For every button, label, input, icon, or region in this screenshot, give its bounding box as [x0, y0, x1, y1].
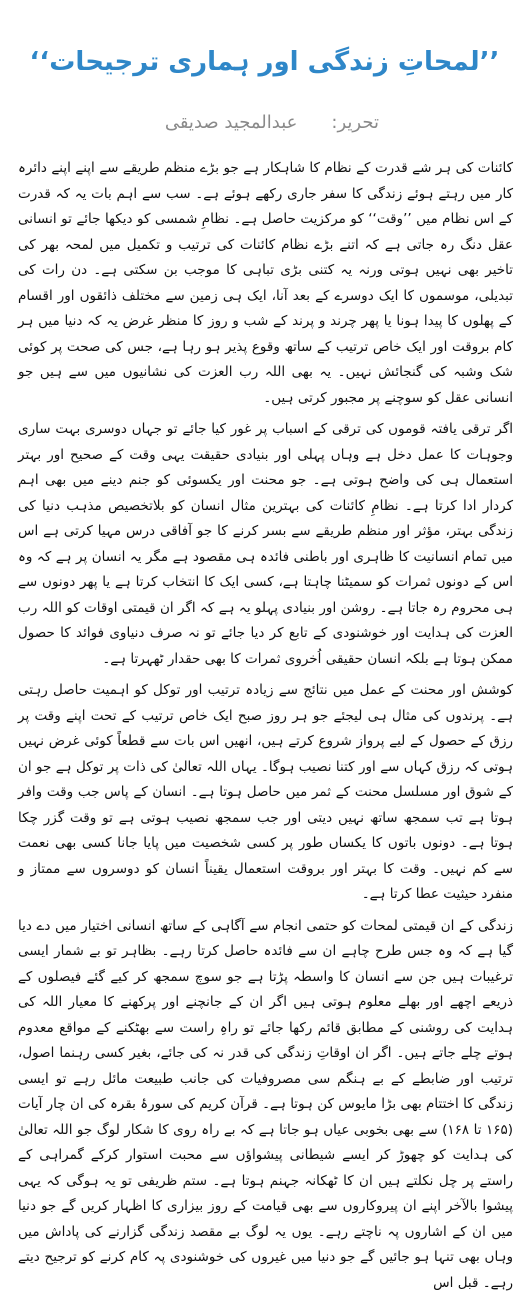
- article-body: [18, 156, 513, 1302]
- paragraph: زندگی کے ان قیمتی لمحات کو حتمی انجام سے آگاہی کے ساتھ انسانی اختیار میں دے دیا گیا ہے کہ وہ جس طرح چاہے ان سے فائدہ حاصل کرتا رہے۔ بظاہر تو بے شمار ایسی ترغیبات ہیں جن سے انسان کا واسطہ پڑتا ہے جو سوچ سمجھ کر کیے گئے فیصلوں کے ذریعے اچھے اور بھلے معلوم ہوتی ہیں اگر ان کے جانچنے اور پرکھنے کا معیار اللہ کی ہدایت کی روشنی کے مطابق قائم رکھا جائے تو راہِ راست سے بھٹکنے کے مواقع معدوم ہوتے چلے جاتے ہیں۔ اگر ان اوقاتِ زندگی کی قدر نہ کی جائے، بغیر کسی رہنما اصول، ترتیب اور ضابطے کے بے ہنگم سی مصروفیات کی جانب طبیعت مائل رہے تو ایسی زندگی کا اختتام بھی بڑا مایوس کن ہوتا ہے۔ قرآن کریم کی سورۂ بقرہ کی ان چار آیات (۱۶۵ تا ۱۶۸) سے بھی بخوبی عیاں ہو جاتا ہے کہ بے راہ روی کا شکار لوگ جو اللہ تعالیٰ کی ہدایت کو چھوڑ کر ایسے شیطانی پیشواؤں سے محبت استوار کرکے گمراہی کے راستے پر چل نکلتے ہیں ان کا ٹھکانہ جہنم ہوتا ہے۔ ستم ظریفی تو یہ ہوگی کہ یہی پیشوا بالآخر اپنے ان پیروکاروں سے بھی قیامت کے روز بیزاری کا اظہار کریں گے جو دنیا میں ان کے اشاروں پہ ناچتے رہے۔ یوں یہ لوگ بے مقصد زندگی گزارنے کی پاداش میں وہاں بھی تنہا ہو جائیں گے جو دنیا میں غیروں کی خوشنودی پہ کام کرنے کو ترجیح دیتے رہے۔ قبل اس: [18, 917, 514, 1291]
- paragraph: کائنات کی ہر شے قدرت کے نظام کا شاہکار ہے جو بڑے منظم طریقے سے اپنے اپنے دائرہ کار میں رہتے ہوئے زندگی کا سفر جاری رکھے ہوئے ہے۔ سب سے اہم بات یہ کہ قدرت کے اس نظام میں ’’وقت‘‘ کو مرکزیت حاصل ہے۔ نظامِ شمسی کو دیکھا جائے تو انسانی عقل دنگ رہ جاتی ہے کہ اتنے بڑے نظام کائنات کی ترتیب و تکمیل میں لمحہ بھر کی تاخیر بھی نہیں ہوتی ورنہ یہ کتنی بڑی تباہی کا موجب بن سکتی ہے۔ دن رات کی تبدیلی، موسموں کا ایک دوسرے کے بعد آنا، ایک ہی زمین سے مختلف ذائقوں اور اقسام کے پھلوں کا پیدا ہونا یا پھر چرند و پرند کے شب و روز کا منظر غرض یہ کہ دنیا میں ہر کام بروقت اور ایک خاص ترتیب کے ساتھ وقوع پذیر ہو رہا ہے، جس کی صحت پر کوئی شک وشبہ کی گنجائش نہیں۔ یہ بھی اللہ رب العزت کی نشانیوں میں سے ہیں جو انسانی عقل کو سوچنے پر مجبور کرتی ہیں۔: [18, 160, 513, 406]
- author-name: عبدالمجید صدیقی: [164, 112, 298, 133]
- byline: [165, 112, 379, 133]
- paragraph: کوشش اور محنت کے عمل میں نتائج سے زیادہ ترتیب اور توکل کو اہمیت حاصل رہتی ہے۔ پرندوں کی مثال ہی لیجئے جو ہر روز صبح ایک خاص ترتیب کے تحت اپنے وقت پر رزق کے حصول کے لیے پرواز شروع کرتے ہیں، انھیں اس بات سے قطعاً کوئی غرض نہیں ہوتی کہ رزق کہاں سے اور کتنا نصیب ہوگا۔ یہاں اللہ تعالیٰ کی ذات پر توکل ہے جو ان کے شوق اور مسلسل محنت کے ثمر میں حاصل ہوتا ہے۔ انسان کے پاس جب وقت وافر ہوتا ہے تب سمجھ ساتھ نہیں دیتی اور جب سمجھ نصیب ہوتی ہے تو وقت گزر چکا ہوتا ہے۔ دونوں باتوں کا یکساں طور پر کسی شخصیت میں پایا جانا کسی بھی نعمت سے کم نہیں۔ وقت کا بہتر اور بروقت استعمال یقیناً انسان کو دوسروں سے ممتاز و منفرد حیثیت عطا کرتا ہے۔: [18, 682, 513, 902]
- byline-label: تحریر:: [331, 112, 379, 133]
- article-title: ’’لمحاتِ زندگی اور ہماری ترجیحات‘‘: [29, 47, 500, 77]
- paragraph: اگر ترقی یافتہ قوموں کی ترقی کے اسباب پر غور کیا جائے تو جہاں دوسری بہت ساری وجوہات کا عمل دخل ہے وہاں پہلی اور بنیادی حقیقت یہی وقت کے صحیح اور بہتر استعمال ہی کی واضح ہوتی ہے۔ جو محنت اور یکسوئی کو جنم دینے میں بھی اہم کردار ادا کرتا ہے۔ نظامِ کائنات کی بہترین مثال انسان کو بلاتخصیص مذہب دنیا کی زندگی بہتر، مؤثر اور منظم طریقے سے بسر کرنے کا جو آفاقی درس مہیا کرتی ہے اس میں تمام انسانیت کا ظاہری اور باطنی فائدہ ہی مقصود ہے مگر یہ انسان پر ہے کہ وہ اس کے دونوں ثمرات کو سمیٹنا چاہتا ہے، کسی ایک کا انتخاب کرتا ہے یا پھر دونوں سے ہی محروم رہ جاتا ہے۔ روشن اور بنیادی پہلو یہ ہے کہ اگر ان قیمتی اوقات کو اللہ رب العزت کی ہدایت اور خوشنودی کے تابع کر دیا جائے تو نہ صرف دنیاوی فوائد کا حصول ممکن ہوتا ہے بلکہ انسان حقیقی اُخروی ثمرات کا بھی حقدار ٹھہرتا ہے۔: [18, 421, 513, 667]
